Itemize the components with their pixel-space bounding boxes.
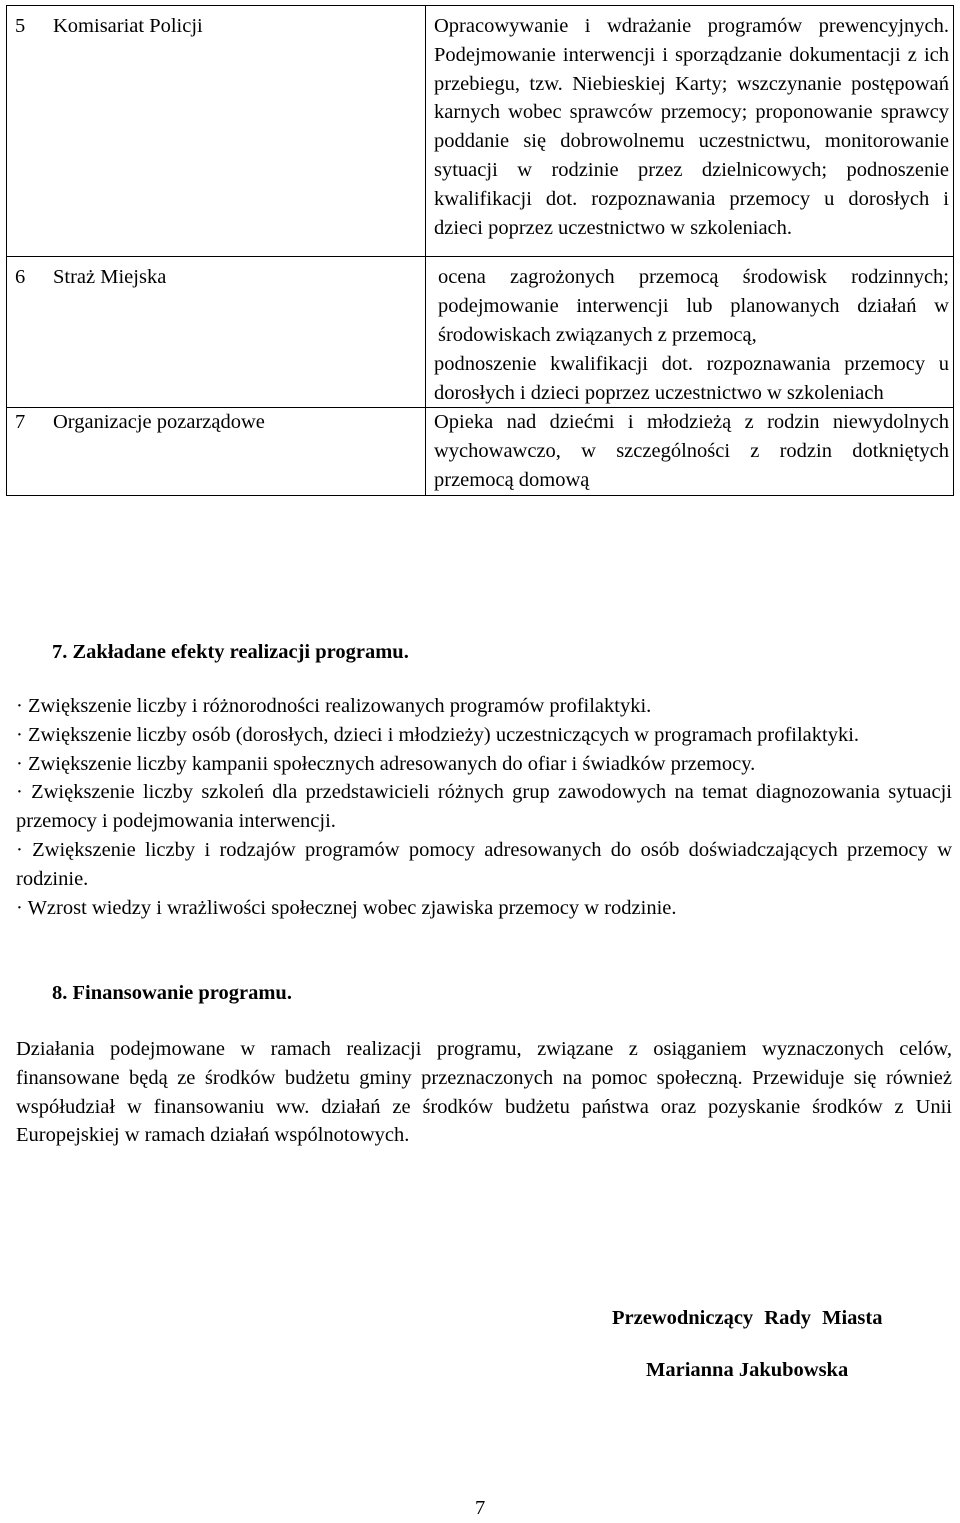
list-item: · Zwiększenie liczby i rodzajów programów pomocy adresowanych do osób doświadczających przemocy w rodzinie. xyxy=(16,838,952,890)
list-item: · Zwiększenie liczby kampanii społecznych adresowanych do ofiar i świadków przemocy. xyxy=(16,752,756,775)
institution-cell xyxy=(53,408,426,495)
row-number: 6 xyxy=(15,266,26,289)
row-number: 5 xyxy=(15,15,26,37)
institution-name: Organizacje pozarządowe xyxy=(53,411,265,434)
task-description-continued: podnoszenie kwalifikacji dot. rozpoznawania przemocy u dorosłych i dzieci poprzez uczestnictwo w szkoleniach xyxy=(434,352,949,404)
row-number-cell xyxy=(7,257,54,408)
institution-name: Komisariat Policji xyxy=(53,15,203,37)
list-item: · Zwiększenie liczby szkoleń dla przedstawicieli różnych grup zawodowych na temat diagnozowania sytuacji przemocy i podejmowania interwencji. xyxy=(16,781,952,833)
table-row xyxy=(7,257,954,408)
responsibility-table xyxy=(6,5,954,496)
list-item: · Zwiększenie liczby i różnorodności realizowanych programów profilaktyki. xyxy=(16,695,652,717)
page-number: 7 xyxy=(475,1497,486,1519)
list-item: · Wzrost wiedzy i wrażliwości społecznej wobec zjawiska przemocy w rodzinie. xyxy=(16,896,677,919)
section-8-heading: 8. Finansowanie programu. xyxy=(52,982,292,1004)
institution-cell xyxy=(53,257,426,408)
task-description: Opieka nad dziećmi i młodzieżą z rodzin niewydolnych wychowawczo, w szczególności z rodzin dotkniętych przemocą domową xyxy=(434,411,949,491)
task-description: ocena zagrożonych przemocą środowisk rodzinnych; podejmowanie interwencji lub planowanych działań w środowiskach związanych z przemocą, xyxy=(438,266,949,346)
table-row xyxy=(7,408,954,495)
list-item: · Zwiększenie liczby osób (dorosłych, dzieci i młodzieży) uczestniczących w programach profilaktyki. xyxy=(16,723,860,746)
signature-name: Marianna Jakubowska xyxy=(646,1359,849,1381)
financing-paragraph: Działania podejmowane w ramach realizacji programu, związane z osiąganiem wyznaczonych celów, finansowane będą ze środków budżetu gminy przeznaczonych na pomoc społeczną. Przewiduje się również współudział w finansowaniu ww. działań ze środków budżetu państwa oraz pozyskanie środków z Unii Europejskiej w ramach działań wspólnotowych. xyxy=(16,1038,952,1147)
task-description-cell xyxy=(426,257,954,408)
institution-name: Straż Miejska xyxy=(53,266,167,289)
institution-cell xyxy=(53,6,426,257)
section-7-heading: 7. Zakładane efekty realizacji programu. xyxy=(52,641,409,663)
task-description-cell xyxy=(426,6,954,257)
row-number-cell xyxy=(7,6,54,257)
signature-title: Przewodniczący Rady Miasta xyxy=(612,1307,883,1329)
task-description-cell xyxy=(426,408,954,495)
table-row xyxy=(7,6,954,257)
task-description: Opracowywanie i wdrażanie programów prewencyjnych. Podejmowanie interwencji i sporządzanie dokumentacji z ich przebiegu, tzw. Niebieskiej Karty; wszczynanie postępowań karnych wobec sprawców przemocy; proponowanie sprawcy poddanie się dobrowolnemu uczestnictwu, monitorowanie sytuacji w rodzinie przez dzielnicowych; podnoszenie kwalifikacji dot. rozpoznawania przemocy u dorosłych i dzieci poprzez uczestnictwo w szkoleniach. xyxy=(434,15,949,239)
row-number: 7 xyxy=(15,411,26,434)
row-number-cell xyxy=(7,408,54,495)
expected-effects-list xyxy=(16,692,952,922)
